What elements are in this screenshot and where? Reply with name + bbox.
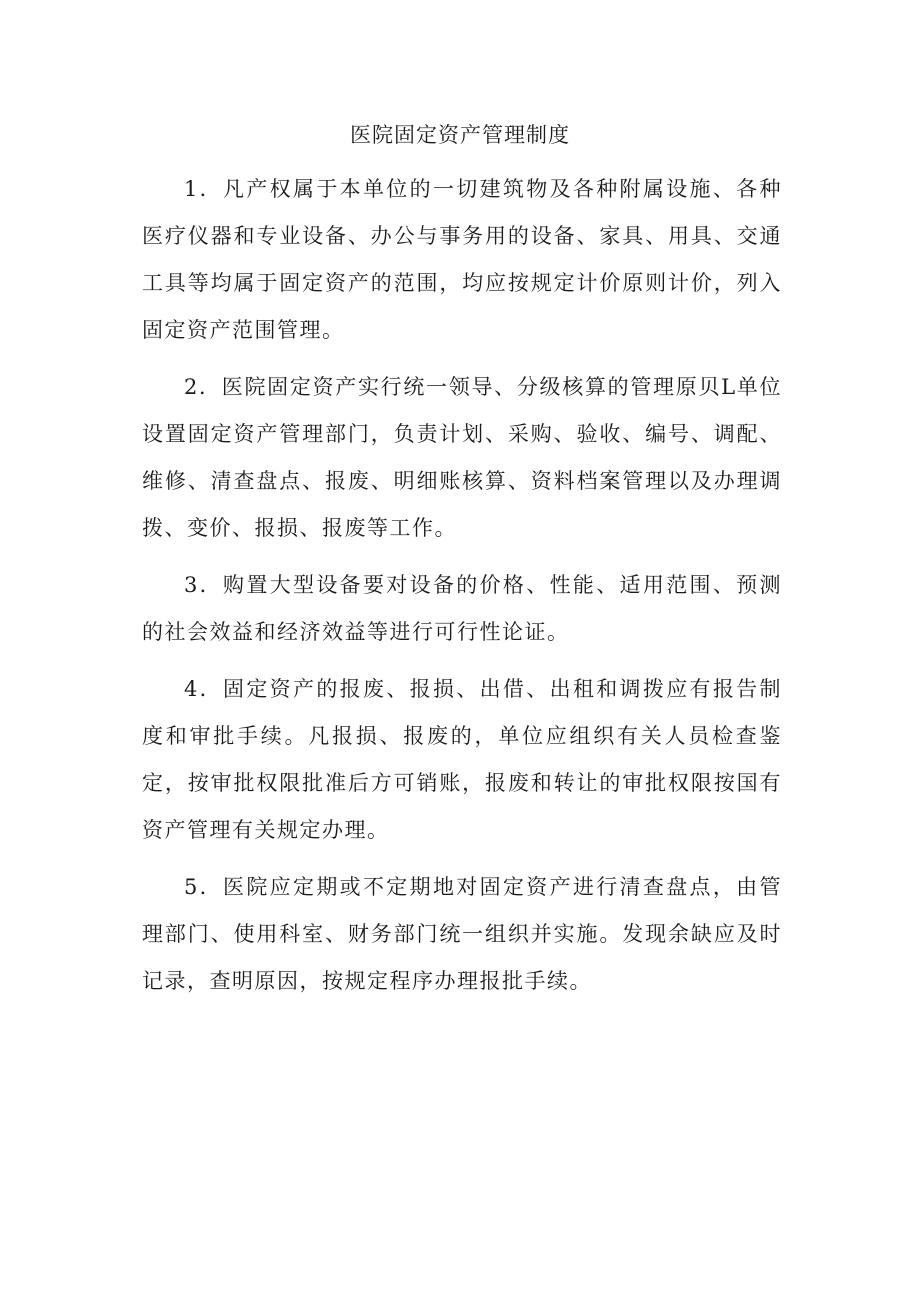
document-title: 医院固定资产管理制度 (350, 123, 570, 147)
paragraph-5: 5．医院应定期或不定期地对固定资产进行清查盘点，由管理部门、使用科室、财务部门统一组织并实施。发现余缺应及时记录，查明原因，按规定程序办理报批手续。 (142, 875, 782, 993)
document-body (142, 166, 782, 1015)
paragraph-4: 4．固定资产的报废、报损、出借、出租和调拨应有报告制度和审批手续。凡报损、报废的，单位应组织有关人员检查鉴定，按审批权限批准后方可销账，报废和转让的审批权限按国有资产管理有关规定办理。 (142, 677, 782, 842)
paragraph-1: 1．凡产权属于本单位的一切建筑物及各种附属设施、各种医疗仪器和专业设备、办公与事务用的设备、家具、用具、交通工具等均属于固定资产的范围，均应按规定计价原则计价，列入固定资产范围管理。 (142, 177, 782, 342)
paragraph-3: 3．购置大型设备要对设备的价格、性能、适用范围、预测的社会效益和经济效益等进行可行性论证。 (142, 573, 782, 644)
paragraph-2: 2．医院固定资产实行统一领导、分级核算的管理原贝L单位设置固定资产管理部门，负责计划、采购、验收、编号、调配、维修、清查盘点、报废、明细账核算、资料档案管理以及办理调拨、变价、报损、报废等工作。 (142, 375, 782, 540)
